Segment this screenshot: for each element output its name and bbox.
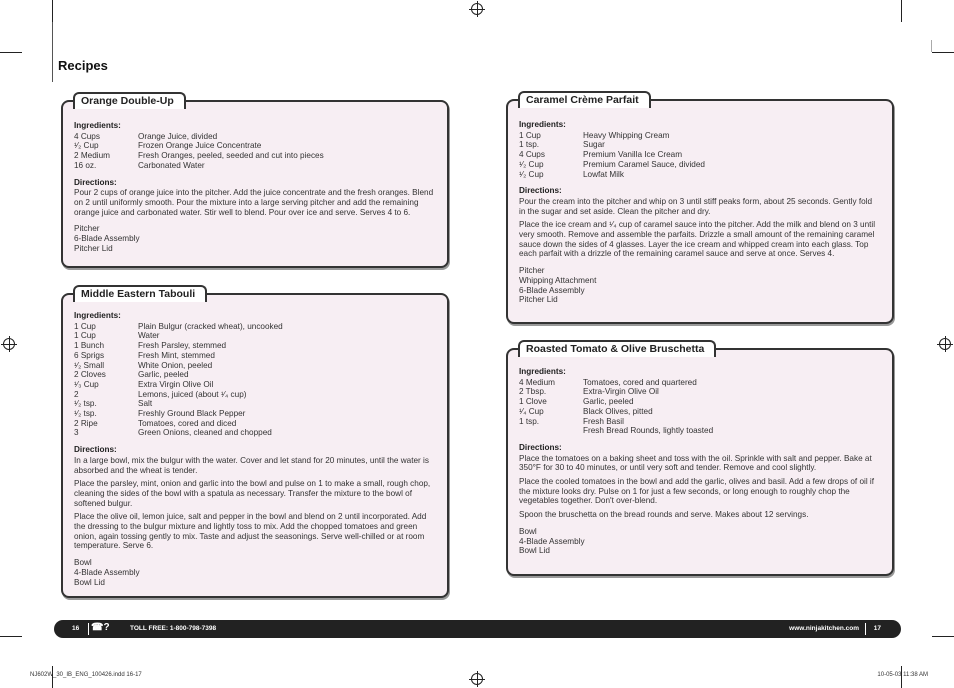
ingredient-quantity: 2 Cloves xyxy=(74,370,106,380)
date-slug: 10-05-03 11:38 AM xyxy=(877,672,928,678)
ingredient-quantity: 3 xyxy=(74,428,79,438)
ingredient-name: Black Olives, pitted xyxy=(583,406,653,416)
footer-bar xyxy=(54,620,901,638)
equipment-list xyxy=(74,558,435,587)
ingredient-row xyxy=(74,428,435,438)
ingredient-row xyxy=(519,170,880,180)
ingredient-quantity: ¹⁄₄ Cup xyxy=(519,406,544,416)
ingredient-name: Extra-Virgin Olive Oil xyxy=(583,387,659,397)
equipment-item: Bowl Lid xyxy=(519,546,550,556)
ingredient-row xyxy=(74,361,435,371)
ingredient-row xyxy=(519,426,880,436)
direction-paragraph: Place the olive oil, lemon juice, salt and pepper in the bowl and blend on 2 until incorporated. Add the dressing to the bulgur mixture and lightly toss to mix. Add the chopped tomatoes and green onion, again tossing gently to mix. Taste and adjust the seasonings. Serve well-chilled or at room temperature. Serve 6. xyxy=(74,512,427,551)
website-link[interactable]: www.ninjakitchen.com xyxy=(789,625,859,632)
ingredient-quantity: 2 Tbsp. xyxy=(519,387,547,397)
crop-mark xyxy=(931,40,932,52)
ingredient-quantity: 4 Medium xyxy=(519,377,555,387)
ingredient-name: Garlic, peeled xyxy=(138,370,189,380)
ingredient-row xyxy=(519,150,880,160)
ingredient-name: Lemons, juiced (about ¹⁄₄ cup) xyxy=(138,389,247,399)
ingredients-heading: Ingredients: xyxy=(519,367,566,376)
ingredient-quantity: 1 Clove xyxy=(519,397,547,407)
registration-mark-icon xyxy=(939,338,951,350)
equipment-item: Pitcher Lid xyxy=(74,243,113,253)
direction-paragraph: In a large bowl, mix the bulgur with the water. Cover and let stand for 20 minutes, until the water is absorbed and the wheat is tender. xyxy=(74,455,429,475)
ingredients-list xyxy=(519,131,880,180)
recipe-title: Roasted Tomato & Olive Bruschetta xyxy=(518,340,716,357)
ingredient-quantity: 1 tsp. xyxy=(519,416,540,426)
directions-heading: Directions: xyxy=(74,177,117,187)
crop-mark xyxy=(52,0,53,22)
equipment-item: Pitcher xyxy=(519,266,545,276)
crop-mark xyxy=(0,636,22,637)
direction-paragraph: Place the ice cream and ¹⁄₄ cup of caramel sauce into the pitcher. Add the milk and blend on 3 until very smooth. Remove and assemble the parfaits. Drizzle a small amount of the remaining caramel sauce down the sides of 4 glasses. Layer the ice cream and whipped cream into each glass. Top each parfait with a drizzle of the remaining caramel sauce and serve at once. Serves 4. xyxy=(519,220,876,259)
equipment-list xyxy=(74,224,435,253)
ingredient-row xyxy=(74,409,435,419)
ingredient-name: Fresh Basil xyxy=(583,416,624,426)
directions-text xyxy=(519,197,880,259)
ingredient-row xyxy=(74,351,435,361)
ingredient-name: Lowfat Milk xyxy=(583,169,624,179)
ingredient-name: Garlic, peeled xyxy=(583,397,634,407)
ingredient-row xyxy=(74,141,435,151)
ingredient-quantity: 2 Ripe xyxy=(74,418,98,428)
direction-paragraph: Place the parsley, mint, onion and garlic into the bowl and pulse on 1 to make a small, rough chop, cleaning the sides of the bowl with a spatula as necessary. Transfer the mixture to the bowl of softened bulgur. xyxy=(74,479,431,508)
ingredient-quantity: ¹⁄₂ Cup xyxy=(519,169,544,179)
recipe-title: Middle Eastern Tabouli xyxy=(73,285,207,302)
ingredient-name: Premium Caramel Sauce, divided xyxy=(583,159,705,169)
ingredient-name: Plain Bulgur (cracked wheat), uncooked xyxy=(138,321,283,331)
recipe-card-roasted-tomato-olive-bruschetta xyxy=(506,343,894,576)
ingredient-name: Green Onions, cleaned and chopped xyxy=(138,428,272,438)
ingredient-name: Heavy Whipping Cream xyxy=(583,130,670,140)
ingredient-name: Frozen Orange Juice Concentrate xyxy=(138,141,262,151)
ingredient-quantity: 4 Cups xyxy=(74,131,100,141)
ingredient-name: Tomatoes, cored and quartered xyxy=(583,377,697,387)
ingredient-quantity: ¹⁄₂ Cup xyxy=(519,159,544,169)
equipment-item: 6-Blade Assembly xyxy=(519,285,585,295)
directions-heading: Directions: xyxy=(519,442,562,452)
recipe-card-caramel-creme-parfait xyxy=(506,94,894,324)
ingredients-heading: Ingredients: xyxy=(74,311,121,320)
recipe-title: Caramel Crème Parfait xyxy=(518,91,651,108)
ingredient-row xyxy=(519,131,880,141)
ingredient-quantity: 1 Cup xyxy=(74,331,96,341)
ingredient-name: Tomatoes, cored and diced xyxy=(138,418,237,428)
ingredient-row xyxy=(74,399,435,409)
page-number-right: 17 xyxy=(873,625,881,632)
ingredient-quantity: ¹⁄₂ tsp. xyxy=(74,409,97,419)
equipment-item: Bowl xyxy=(74,558,92,568)
ingredient-row xyxy=(519,140,880,150)
ingredients-heading: Ingredients: xyxy=(74,121,121,130)
ingredients-list xyxy=(519,378,880,436)
ingredient-row xyxy=(74,380,435,390)
ingredient-name: White Onion, peeled xyxy=(138,360,213,370)
ingredient-quantity: 4 Cups xyxy=(519,150,545,160)
directions-text xyxy=(74,456,435,551)
ingredient-row xyxy=(519,160,880,170)
crop-mark xyxy=(0,52,22,53)
recipe-title: Orange Double-Up xyxy=(73,92,186,109)
ingredient-row xyxy=(74,151,435,161)
ingredient-name: Premium Vanilla Ice Cream xyxy=(583,150,683,160)
ingredient-row xyxy=(74,341,435,351)
registration-mark-icon xyxy=(471,3,483,15)
crop-mark xyxy=(52,22,53,82)
equipment-item: Whipping Attachment xyxy=(519,275,597,285)
equipment-list xyxy=(519,266,880,305)
ingredient-quantity: ¹⁄₂ tsp. xyxy=(74,399,97,409)
ingredient-name: Water xyxy=(138,331,160,341)
equipment-item: Bowl xyxy=(519,526,537,536)
recipe-card-orange-double-up xyxy=(61,95,449,268)
ingredient-name: Fresh Mint, stemmed xyxy=(138,350,215,360)
ingredient-row xyxy=(74,161,435,171)
ingredient-name: Sugar xyxy=(583,140,605,150)
divider xyxy=(865,623,866,635)
crop-mark xyxy=(932,636,954,637)
ingredient-quantity: 1 Cup xyxy=(519,130,541,140)
ingredient-quantity: 2 xyxy=(74,389,79,399)
direction-paragraph: Place the cooled tomatoes in the bowl and add the garlic, olives and basil. Add a few drops of oil if the mixture looks dry. Pulse on 1 for just a few seconds, or long enough to roughly chop the vegetables together. Don't over-blend. xyxy=(519,477,875,506)
ingredients-list xyxy=(74,132,435,171)
ingredient-quantity: 1 Bunch xyxy=(74,341,105,351)
ingredient-name: Fresh Oranges, peeled, seeded and cut into pieces xyxy=(138,151,324,161)
equipment-item: 6-Blade Assembly xyxy=(74,234,140,244)
registration-mark-icon xyxy=(471,673,483,685)
ingredient-row xyxy=(519,387,880,397)
ingredient-quantity: ¹⁄₃ Cup xyxy=(74,379,99,389)
ingredient-row xyxy=(74,322,435,332)
ingredient-row xyxy=(519,378,880,388)
crop-mark xyxy=(901,0,902,22)
ingredient-name: Fresh Parsley, stemmed xyxy=(138,341,227,351)
ingredient-quantity: 16 oz. xyxy=(74,160,97,170)
ingredient-name: Freshly Ground Black Pepper xyxy=(138,409,246,419)
ingredient-row xyxy=(519,417,880,427)
ingredient-quantity: ¹⁄₂ Small xyxy=(74,360,105,370)
ingredient-row xyxy=(519,407,880,417)
direction-paragraph: Pour 2 cups of orange juice into the pitcher. Add the juice concentrate and the fresh oranges. Blend on 2 until uniformly smooth. Pour the mixture into a large serving pitcher and add the remaining orange juice and carbonated water. Stir well to blend. Pour over ice and serve. Serves 4 to 6. xyxy=(74,188,434,217)
equipment-item: 4-Blade Assembly xyxy=(519,536,585,546)
ingredient-name: Extra Virgin Olive Oil xyxy=(138,379,214,389)
ingredient-row xyxy=(74,331,435,341)
file-slug: NJ602W_30_IB_ENG_100426.indd 16-17 xyxy=(30,672,142,678)
directions-text xyxy=(519,454,880,520)
page-number-left: 16 xyxy=(72,625,80,632)
ingredient-name: Orange Juice, divided xyxy=(138,131,218,141)
ingredient-row xyxy=(74,370,435,380)
equipment-list xyxy=(519,527,880,556)
directions-heading: Directions: xyxy=(74,445,117,455)
toll-free-text: TOLL FREE: 1-800-798-7398 xyxy=(130,625,217,632)
ingredient-quantity: ¹⁄₂ Cup xyxy=(74,141,99,151)
phone-help-icon: ☎? xyxy=(91,622,110,633)
ingredient-quantity: 6 Sprigs xyxy=(74,350,105,360)
crop-mark xyxy=(932,52,954,53)
direction-paragraph: Place the tomatoes on a baking sheet and toss with the oil. Sprinkle with salt and pepper. Bake at 350°F for 30 to 40 minutes, or until very soft and tender. Remove and cool slightly. xyxy=(519,453,872,473)
ingredient-name: Salt xyxy=(138,399,153,409)
ingredient-row xyxy=(519,397,880,407)
page-title: Recipes xyxy=(58,58,108,73)
ingredient-quantity: 2 Medium xyxy=(74,151,110,161)
ingredient-row xyxy=(74,132,435,142)
equipment-item: 4-Blade Assembly xyxy=(74,567,140,577)
ingredient-quantity: 1 tsp. xyxy=(519,140,540,150)
divider xyxy=(88,623,89,635)
directions-text xyxy=(74,188,435,217)
equipment-item: Pitcher xyxy=(74,224,100,234)
ingredients-list xyxy=(74,322,435,438)
recipe-card-middle-eastern-tabouli xyxy=(61,288,449,598)
ingredients-heading: Ingredients: xyxy=(519,120,566,129)
ingredient-row xyxy=(74,419,435,429)
direction-paragraph: Spoon the bruschetta on the bread rounds and serve. Makes about 12 servings. xyxy=(519,510,809,520)
registration-mark-icon xyxy=(3,338,15,350)
ingredient-name: Fresh Bread Rounds, lightly toasted xyxy=(583,426,714,436)
directions-heading: Directions: xyxy=(519,186,562,196)
ingredient-name: Carbonated Water xyxy=(138,160,205,170)
equipment-item: Bowl Lid xyxy=(74,577,105,587)
ingredient-quantity: 1 Cup xyxy=(74,321,96,331)
direction-paragraph: Pour the cream into the pitcher and whip on 3 until stiff peaks form, about 25 seconds. Gently fold in the sugar and set aside. Clean the pitcher and dry. xyxy=(519,196,873,216)
equipment-item: Pitcher Lid xyxy=(519,295,558,305)
ingredient-quantity xyxy=(519,426,583,436)
ingredient-row xyxy=(74,390,435,400)
